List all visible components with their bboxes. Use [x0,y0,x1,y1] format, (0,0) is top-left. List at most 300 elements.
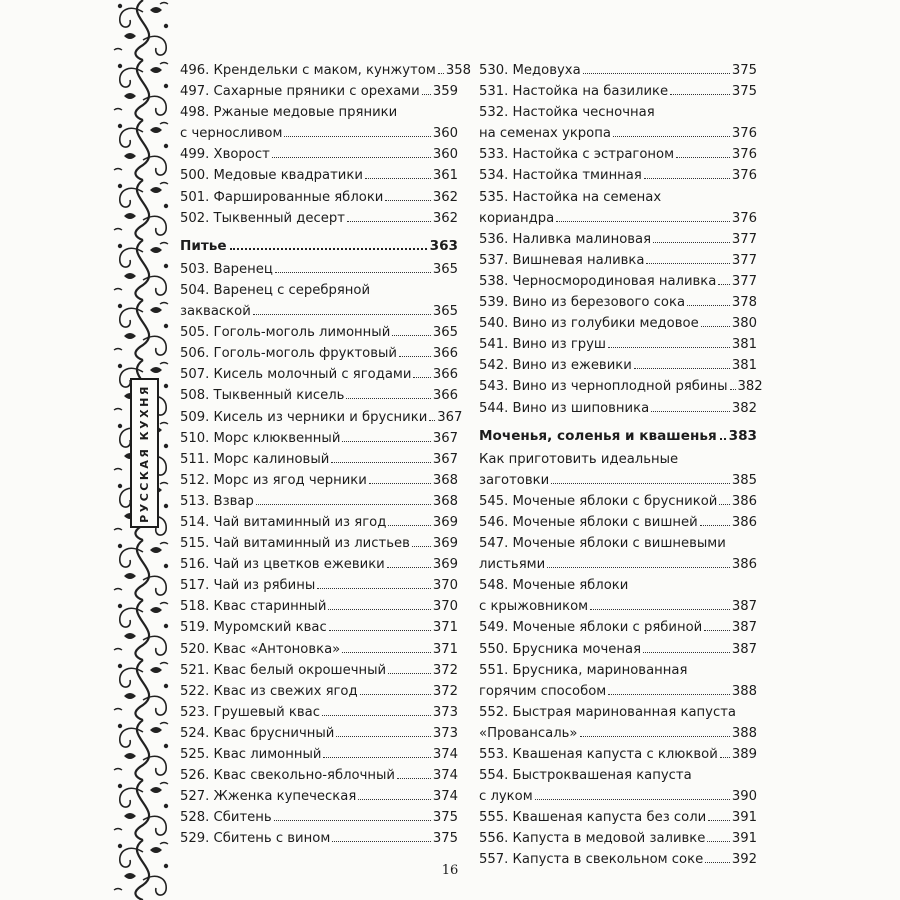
entry-title: 508. Тыквенный кисель [180,388,345,404]
spine-text: РУССКАЯ КУХНЯ [138,383,151,523]
toc-entry [479,102,757,144]
toc-entry [180,639,458,660]
toc-entry-line-cont [479,660,757,681]
dot-leader [676,157,730,158]
entry-page-number: 369 [432,557,458,573]
section-title: Питье [180,237,227,254]
entry-title: 546. Моченые яблоки с вишней [479,514,698,530]
toc-entry [479,165,757,186]
dot-leader [643,652,730,653]
toc-entry-line [180,364,458,385]
toc-entry-line [180,343,458,364]
entry-title: 554. Быстроквашеная капуста [479,768,692,784]
entry-page-number: 365 [432,304,458,320]
section-page-number: 363 [429,237,458,254]
toc-entry [180,765,458,786]
toc-entry [479,491,757,512]
entry-page-number: 371 [432,641,458,657]
toc-entry [479,292,757,313]
dot-leader [613,136,730,137]
dot-leader [388,525,431,526]
toc-entry-line [479,81,757,102]
dot-leader [687,305,730,306]
entry-page-number: 372 [432,662,458,678]
toc-entry-line [180,301,458,322]
dot-leader [346,398,430,399]
toc-entry-line [479,271,757,292]
entry-page-number: 361 [432,168,458,184]
toc-entry-line [180,123,458,144]
dot-leader [720,757,730,758]
toc-entry-line [479,292,757,313]
toc-entry-line [479,60,757,81]
toc-entry-line [180,428,458,449]
dot-leader [701,326,730,327]
entry-title: 516. Чай из цветков ежевики [180,557,385,573]
toc-entry [479,376,763,397]
entry-title: 520. Квас «Антоновка» [180,641,341,657]
dot-leader [704,630,730,631]
dot-leader [646,263,729,264]
entry-page-number: 387 [731,641,757,657]
entry-title: 505. Гоголь-моголь лимонный [180,325,391,341]
entry-title: 553. Квашеная капуста с клюквой [479,747,718,762]
toc-entry [479,187,757,229]
entry-page-number: 366 [432,367,458,383]
entry-title: 536. Наливка малиновая [479,231,652,247]
entry-title: 531. Настойка на базилике [479,84,669,100]
toc-entry [479,660,757,702]
toc-entry [479,313,757,334]
entry-title: 506. Гоголь-моголь фруктовый [180,346,397,362]
toc-entry-line-cont [479,765,757,786]
toc-entry [180,81,458,102]
entry-title: 530. Медовуха [479,63,581,78]
toc-entry [479,533,757,575]
toc-entry [479,271,757,292]
entry-page-number: 373 [432,725,458,741]
dot-leader [332,841,431,842]
toc-entry-line [479,554,757,575]
toc-entry-line-cont [479,102,757,123]
entry-page-number: 368 [432,472,458,488]
toc-entry-line [180,596,458,617]
toc-entry [479,229,757,250]
spine-label [130,378,159,528]
entry-page-number: 362 [432,210,458,226]
entry-page-number: 367 [432,451,458,467]
entry-page-number: 366 [432,388,458,404]
dot-leader [608,694,730,695]
entry-page-number: 369 [432,514,458,530]
toc-section-heading [180,236,458,257]
toc-entry [180,723,458,744]
toc-entry [479,828,757,849]
entry-page-number: 375 [432,831,458,847]
toc-entry-line [180,81,458,102]
toc-entry [180,449,458,470]
entry-page-number: 386 [731,557,757,573]
entry-page-number: 376 [731,147,757,163]
toc-entry [180,512,458,533]
entry-title: 535. Настойка на семенах [479,189,662,205]
toc-entry [479,744,757,765]
toc-entry-line [479,355,757,376]
entry-title: 555. Квашеная капуста без соли [479,810,707,826]
entry-page-number: 380 [731,316,757,332]
toc-entry-line [479,165,757,186]
dot-leader [670,94,730,95]
toc-entry [479,334,757,355]
entry-page-number: 385 [731,472,757,488]
toc-entry-line [180,702,458,723]
entry-title: 552. Быстрая маринованная капуста [479,704,736,720]
dot-leader [719,504,729,505]
dot-leader [253,314,431,315]
toc-entry [180,102,458,144]
dot-leader [385,200,430,201]
entry-page-number: 377 [731,252,757,268]
entry-title: 534. Настойка тминная [479,168,642,184]
dot-leader [388,673,431,674]
toc-entry [180,187,458,208]
dot-leader [275,272,431,273]
entry-title: 518. Квас старинный [180,599,327,615]
toc-entry-line [479,828,757,849]
entry-page-number: 390 [731,789,757,805]
entry-title: 523. Грушевый квас [180,704,320,720]
toc-entry-line [479,786,757,807]
entry-title: с луком [479,789,533,805]
toc-entry [180,428,458,449]
entry-title: 557. Капуста в свекольном соке [479,852,704,868]
entry-page-number: 376 [731,168,757,184]
toc-entry-line [180,554,458,575]
entry-title: 551. Брусника, маринованная [479,662,688,678]
dot-leader [412,546,431,547]
toc-entry-line [479,470,757,491]
entry-page-number: 377 [731,231,757,247]
toc-entry-line [180,723,458,744]
entry-title: 525. Квас лимонный [180,747,322,762]
toc-entry [180,322,458,343]
toc-entry [180,596,458,617]
entry-title: 517. Чай из рябины [180,578,316,594]
dot-leader [580,736,730,737]
entry-page-number: 386 [731,514,757,530]
toc-entry-line-cont [479,575,757,596]
dot-leader [707,841,729,842]
dot-leader [438,73,444,74]
entry-title: листьями [479,557,546,573]
toc-entry [180,385,458,406]
entry-page-number: 375 [731,84,757,100]
entry-page-number: 374 [432,789,458,805]
dot-leader [272,157,431,158]
toc-entry-line-cont [479,533,757,554]
toc-entry-line [180,681,458,702]
entry-page-number: 388 [731,683,757,699]
toc-entry-line [479,250,757,271]
dot-leader [342,652,431,653]
entry-title: 527. Жженка купеческая [180,789,357,805]
toc-right-column [479,60,763,871]
toc-entry-line [479,313,757,334]
toc-entry [479,144,757,165]
dot-leader [369,483,431,484]
entry-page-number: 370 [432,578,458,594]
toc-entry-line [479,123,757,144]
toc-entry-line [180,322,458,343]
toc-entry-line [479,681,757,702]
dot-leader [342,441,430,442]
toc-entry [180,470,458,491]
entry-title: 537. Вишневая наливка [479,252,645,268]
entry-title: 532. Настойка чесночная [479,105,655,121]
entry-title: 538. Черносмородиновая наливка [479,273,717,289]
toc-entry-line [479,334,757,355]
entry-title: 544. Вино из шиповника [479,400,650,416]
dot-leader [590,609,730,610]
toc-entry [180,744,458,765]
entry-title: горячим способом [479,683,607,699]
toc-entry [479,398,757,419]
toc-entry [180,702,458,723]
toc-entry [479,512,757,533]
entry-title: 540. Вино из голубики медовое [479,316,699,332]
dot-leader [323,757,430,758]
dot-leader [329,630,431,631]
entry-title: 512. Морс из ягод черники [180,472,367,488]
toc-entry [180,660,458,681]
entry-page-number: 375 [731,63,757,78]
toc-entry-line-cont [479,187,757,208]
toc-entry-line-cont [180,280,458,301]
entry-title: 499. Хворост [180,147,270,163]
dot-leader [317,588,431,589]
toc-entry [180,280,458,322]
toc-entry-line [180,617,458,638]
entry-page-number: 359 [432,84,458,100]
entry-page-number: 373 [432,704,458,720]
toc-entry-line [180,385,458,406]
toc-entry [180,208,458,229]
dot-leader [413,377,430,378]
dot-leader [331,462,431,463]
toc-entry-line [180,491,458,512]
dot-leader [653,242,730,243]
dot-leader [387,567,431,568]
toc-entry-line [479,723,757,744]
dot-leader [230,248,427,250]
toc-entry-line [479,596,757,617]
entry-title: заготовки [479,472,550,488]
toc-entry-line [180,187,458,208]
entry-page-number: 360 [432,147,458,163]
entry-title: 507. Кисель молочный с ягодами [180,367,412,383]
entry-title: 543. Вино из черноплодной рябины [479,379,728,395]
entry-page-number: 367 [437,409,463,425]
dot-leader [718,284,729,285]
toc-entry-line [479,229,757,250]
entry-page-number: 360 [432,126,458,142]
toc-entry [180,617,458,638]
toc-entry [479,81,757,102]
toc-entry [479,765,757,807]
entry-title: 511. Морс калиновый [180,451,330,467]
entry-title: 501. Фаршированные яблоки [180,189,384,205]
toc-entry-line [180,533,458,554]
entry-page-number: 391 [731,831,757,847]
entry-page-number: 369 [432,536,458,552]
toc-entry [479,639,757,660]
toc-entry-line [180,786,458,807]
toc-entry [180,165,458,186]
page-number: 16 [441,863,459,878]
entry-page-number: 387 [731,620,757,636]
dot-leader [392,335,431,336]
entry-title: 528. Сбитень [180,810,272,826]
entry-title: на семенах укропа [479,126,611,142]
entry-page-number: 388 [731,725,757,741]
toc-entry [479,355,757,376]
entry-title: 496. Крендельки с маком, кунжутом [180,63,436,78]
entry-title: 522. Квас из свежих ягод [180,683,358,699]
toc-entry-line [180,165,458,186]
dot-leader [347,221,431,222]
dot-leader [274,820,431,821]
entry-page-number: 381 [731,337,757,353]
toc-entry-line [479,398,757,419]
entry-page-number: 376 [731,210,757,226]
section-page-number: 383 [728,427,757,444]
entry-title: 521. Квас белый окрошечный [180,662,387,678]
entry-page-number: 366 [432,346,458,362]
entry-page-number: 370 [432,599,458,615]
dot-leader [651,411,730,412]
toc-entry-line-cont [479,449,757,470]
toc-entry [180,491,458,512]
entry-page-number: 382 [737,379,763,395]
toc-entry [479,702,757,744]
entry-title: 541. Вино из груш [479,337,607,353]
entry-title: 513. Взвар [180,493,254,509]
dot-leader [708,820,730,821]
entry-page-number: 392 [731,852,757,868]
dot-leader [328,609,430,610]
entry-page-number: 371 [432,620,458,636]
entry-page-number: 365 [432,325,458,341]
dot-leader [634,368,730,369]
entry-page-number: 376 [731,126,757,142]
entry-page-number: 365 [432,261,458,277]
dot-leader [551,483,730,484]
entry-title: 503. Варенец [180,261,273,277]
toc-entry-line [180,660,458,681]
toc-entry [180,828,458,849]
entry-title: кориандра [479,210,555,226]
toc-entry-line [479,807,757,828]
toc-entry-line [180,144,458,165]
entry-page-number: 391 [731,810,757,826]
toc-entry-line [479,376,763,397]
dot-leader [358,799,431,800]
dot-leader [583,73,730,74]
dot-leader [336,736,430,737]
toc-entry-line [180,208,458,229]
toc-entry-line [479,744,757,765]
entry-title: 519. Муромский квас [180,620,327,636]
toc-entry-line-cont [479,702,757,723]
toc-entry-line [479,208,757,229]
entry-page-number: 372 [432,683,458,699]
toc-entry [479,60,757,81]
toc-entry-line [180,449,458,470]
toc-entry-line [180,828,458,849]
entry-page-number: 358 [445,63,471,78]
toc-entry [180,259,458,280]
toc-entry-line [180,407,463,428]
toc-entry-line [180,807,458,828]
entry-title: 547. Моченые яблоки с вишневыми [479,536,726,552]
entry-title: 498. Ржаные медовые пряники [180,105,398,121]
entry-title: 514. Чай витаминный из ягод [180,514,387,530]
entry-page-number: 374 [432,768,458,784]
dot-leader [429,420,435,421]
dot-leader [608,347,730,348]
entry-page-number: 381 [731,358,757,374]
dot-leader [399,356,431,357]
entry-title: 500. Медовые квадратики [180,168,363,184]
toc-entry-line [180,765,458,786]
dot-leader [556,221,730,222]
toc-entry [180,407,463,428]
dot-leader [547,567,730,568]
toc-entry-line [479,144,757,165]
toc-entry-line-cont [180,102,458,123]
entry-title: «Провансаль» [479,725,578,741]
toc-entry-line [479,639,757,660]
toc-entry-line [180,744,458,765]
dot-leader [322,715,431,716]
toc-entry-line [180,639,458,660]
toc-entry [479,617,757,638]
dot-leader [422,94,431,95]
toc-section-heading [479,426,757,447]
entry-title: 515. Чай витаминный из листьев [180,536,410,552]
toc-entry [180,533,458,554]
entry-page-number: 377 [731,273,757,289]
toc-entry-line [479,512,757,533]
entry-page-number: 387 [731,599,757,615]
toc-entry-line [180,60,471,81]
dot-leader [644,178,730,179]
entry-page-number: 382 [731,400,757,416]
entry-page-number: 362 [432,189,458,205]
entry-title: 556. Капуста в медовой заливке [479,831,706,847]
toc-entry [180,144,458,165]
entry-title: 529. Сбитень с вином [180,831,331,847]
toc-entry [180,364,458,385]
entry-title: 550. Брусника моченая [479,641,642,657]
entry-title: 533. Настойка с эстрагоном [479,147,675,163]
section-title: Моченья, соленья и квашенья [479,427,717,444]
toc-entry [180,554,458,575]
toc-entry [479,807,757,828]
dot-leader [730,389,736,390]
entry-title: 542. Вино из ежевики [479,358,632,374]
toc-entry-line [180,512,458,533]
